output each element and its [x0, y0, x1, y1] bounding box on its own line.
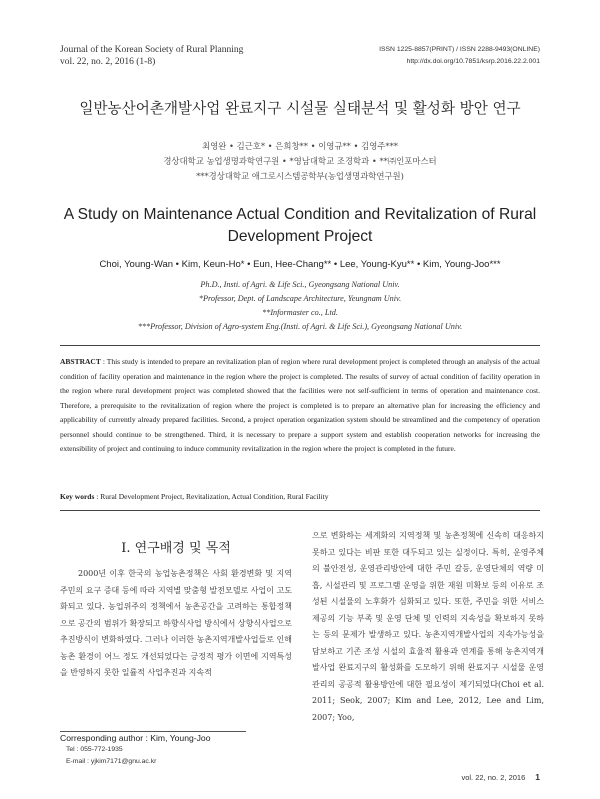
body-left-column: 2000년 이후 한국의 농업농촌정책은 사회 환경변화 및 지역주민의 요구 증대 등에 따라 지역별 맞춤형 발전모델로 사업이 고도화되고 있다. 농업위주의 정책에서 농촌공간을 고려하는 통합정책으로 공간의 범위가 확장되고 하향식사업 방식에서 상향식사업으로 추진방식이 변화하였다. 그러나 이러한 농촌지역개발사업들로 인해 농촌 환경이 어느 정도 개선되었다는 긍정적 평가 이면에 지역특성을 반영하지 못한 일률적 사업추진과 지속적 — [60, 569, 292, 677]
abstract-label: ABSTRACT — [60, 357, 101, 366]
abstract-top-rule — [60, 345, 540, 346]
page-number: 1 — [535, 772, 540, 782]
correspondence-email[interactable]: E-mail : yjkim7171@gnu.ac.kr — [66, 758, 157, 765]
english-affiliation-4: ***Professor, Division of Agro-system Eng.(Insti. of Agri. & Life Sci.), Gyeongsang National Univ. — [137, 322, 463, 331]
issn: ISSN 1225-8857(PRINT) / ISSN 2288-9493(ONLINE) — [379, 46, 540, 53]
correspondence-tel: Tel : 055-772-1935 — [66, 746, 123, 753]
keywords-text: : Rural Development Project, Revitalization, Actual Condition, Rural Facility — [96, 492, 329, 501]
section-title: I. 연구배경 및 목적 — [121, 541, 231, 556]
keywords-label: Key words — [60, 492, 95, 501]
footer-issue: vol. 22, no. 2, 2016 — [461, 773, 526, 782]
english-title: A Study on Maintenance Actual Condition and Revitalization of Rural Development Project — [63, 206, 537, 245]
journal-header — [60, 44, 243, 68]
abstract-bottom-rule — [60, 510, 540, 511]
korean-affiliation-1: 경상대학교 농업생명과학연구원 • *영남대학교 조경학과 • **㈜인포마스터 — [163, 156, 437, 166]
korean-affiliation-2: ***경상대학교 애그로시스템공학부(농업생명과학연구원) — [196, 171, 404, 181]
correspondence-heading: Corresponding author : Kim, Young-Joo — [60, 733, 211, 743]
body-right-column: 으로 변화하는 세계화의 지역정책 및 농촌정책에 신속히 대응하지 못하고 있다는 비판 또한 대두되고 있는 실정이다. 특히, 운영주체의 불안전성, 운영관리방안에 대한 주민 갈등, 운영단체의 역량 미흡, 시설관리 및 프로그램 운영을 위한 재원 미확보 등의 이유로 조성된 시설물의 노후화가 심화되고 있다. 또한, 주민을 위한 서비스 제공의 기능 부족 및 운영 단체 및 인력의 지속성을 확보하지 못하는 등의 문제가 발생하고 있다. 농촌지역개발사업의 지속가능성을 담보하고 기존 조성 시설의 효율적 활용과 연계를 통해 농촌지역개발사업 완료지구의 활성화를 도모하기 위해 완료지구 시설물 운영관리의 공공적 활용방안에 대한 필요성이 제기되었다(Choi et al. 2011; Seok, 2007; Kim and Lee, 2012, Lee and Lim, 2007; Yoo, — [312, 531, 544, 722]
abstract — [60, 355, 540, 457]
correspondence-rule — [60, 731, 246, 732]
keywords — [60, 492, 540, 501]
abstract-text: : This study is intended to prepare an revitalization plan of region where rural development project is completed through an analysis of the actual condition of facility operation and maintenance in the region where the project is completed. The results of survey of actual condition of facility operation in the region where rural development project was completed showed that the facilities were not self-sufficient in terms of operation and maintenance cost. Therefore, a prerequisite to the revitalization of region where the project is completed is to prepare an alternative plan for increasing the efficiency and applicability of currently already prepared facilities. Second, a project operation organization system should be streamlined and the competency of operation personnel should continue to be strengthened. Third, it is necessary to prepare a support system and establish cooperation networks for increasing the extensibility of project and continuing to induce community revitalization in the region where the project is completed in the future. — [60, 357, 541, 453]
page-footer — [461, 772, 540, 782]
journal-volume: vol. 22, no. 2, 2016 (1-8) — [60, 57, 156, 67]
korean-title: 일반농산어촌개발사업 완료지구 시설물 실태분석 및 활성화 방안 연구 — [79, 100, 521, 117]
english-affiliation-3: **Informaster co., Ltd. — [262, 308, 338, 317]
korean-authors: 최영완 • 김근호* • 은희창** • 이영규** • 김영주*** — [202, 141, 398, 151]
english-authors: Choi, Young-Wan • Kim, Keun-Ho* • Eun, Hee-Chang** • Lee, Young-Kyu** • Kim, Young-Joo*** — [99, 259, 501, 270]
english-affiliation-2: *Professor, Dept. of Landscape Architecture, Yeungnam Univ. — [198, 294, 402, 303]
journal-name: Journal of the Korean Society of Rural Planning — [60, 45, 244, 55]
doi-link[interactable]: http://dx.doi.org/10.7851/ksrp.2016.22.2.001 — [406, 58, 540, 65]
english-affiliation-1: Ph.D., Insti. of Agri. & Life Sci., Gyeongsang National Univ. — [200, 280, 400, 289]
issn-header — [379, 44, 540, 68]
